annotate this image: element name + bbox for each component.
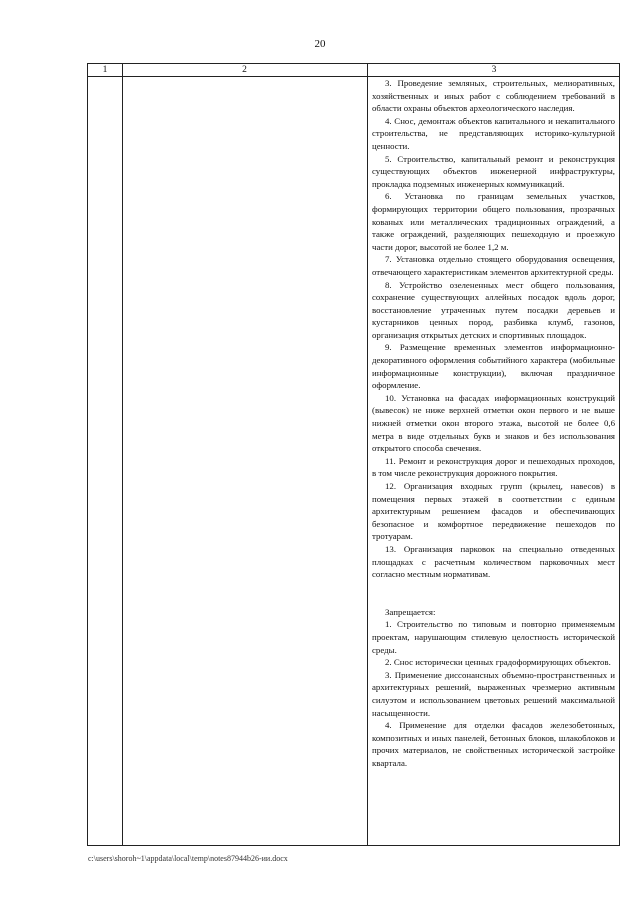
paragraph-item-12: 12. Организация входных групп (крылец, навесов) в помещения первых этажей в соответствии с единым архитектурным решением фасадов и обеспечивающих безопасное и комфортное передвижение пешеходов по тротуарам. (372, 481, 615, 542)
paragraph-item-5: 5. Строительство, капитальный ремонт и реконструкция существующих объектов инженерной инфраструктуры, прокладка подземных инженерных коммуникаций. (372, 153, 615, 189)
column-divider-1 (122, 64, 123, 845)
prohibited-item-3: 3. Применение диссонансных объемно-пространственных и архитектурных решений, выраженных чрезмерно активным силуэтом и использованием цветовых решений максимальной насыщенности. (372, 669, 615, 718)
regulations-table (87, 63, 620, 846)
prohibited-heading: Запрещается: (385, 606, 436, 617)
prohibited-item-2: 2. Снос исторически ценных градоформирующих объектов. (385, 657, 611, 668)
column-header-1: 1 (102, 65, 108, 75)
footer-file-path: c:\users\shoroh~1\appdata\local\temp\notes87944b26-ии.docx (88, 854, 288, 863)
paragraph-item-7: 7. Установка отдельно стоящего оборудования освещения, отвечающего характеристикам элементов архитектурной среды. (372, 254, 615, 277)
paragraph-item-9: 9. Размещение временных элементов информационно-декоративного оформления событийного характера (мобильные информационные конструкции), включая праздничное оформление. (372, 342, 615, 391)
column-header-2: 2 (242, 65, 247, 75)
paragraph-item-4: 4. Снос, демонтаж объектов капитального и некапитального строительства, не представляющих историко-культурной ценности. (372, 115, 615, 151)
paragraph-item-13: 13. Организация парковок на специально отведенных площадках с расчетным количеством парковочных мест согласно местным нормативам. (372, 543, 615, 580)
paragraph-item-8: 8. Устройство озелененных мест общего пользования, сохранение существующих аллейных посадок вдоль дорог, восстановление утраченных путем посадки деревьев и кустарников ценных пород, разбивка клумб, газонов, организация открытых детских и спортивных площадок. (372, 279, 615, 340)
page-number: 20 (314, 38, 326, 50)
paragraph-item-6: 6. Установка по границам земельных участков, формирующих территории общего пользования, прозрачных кованых или металлических традиционных ограждений, а также ограждений, разделяющих пешеходную и проезжую части дорог, высотой не более 1,2 м. (372, 191, 615, 252)
paragraph-item-10: 10. Установка на фасадах информационных конструкций (вывесок) не ниже верхней отметки окон первого и не выше нижней отметки окон второго этажа, высотой не более 0,6 метра в виде отдельных букв и знаков и без использования открытого способа свечения. (372, 392, 615, 454)
prohibited-item-1: 1. Строительство по типовым и повторно применяемым проектам, нарушающим стилевую целостность исторической среды. (372, 619, 615, 655)
column-divider-2 (367, 64, 368, 845)
column-3-text (372, 77, 615, 769)
prohibited-item-4: 4. Применение для отделки фасадов железобетонных, композитных и иных панелей, бетонных блоков, шлакоблоков и прочих материалов, не свойственных исторической застройке квартала. (372, 720, 615, 768)
paragraph-item-11: 11. Ремонт и реконструкция дорог и пешеходных проходов, в том числе реконструкция дорожного покрытия. (372, 455, 615, 479)
paragraph-item-3: 3. Проведение земляных, строительных, мелиоративных, хозяйственных и иных работ с соблюдением требований в области охраны объектов археологического наследия. (372, 78, 615, 114)
column-header-3: 3 (491, 65, 497, 75)
